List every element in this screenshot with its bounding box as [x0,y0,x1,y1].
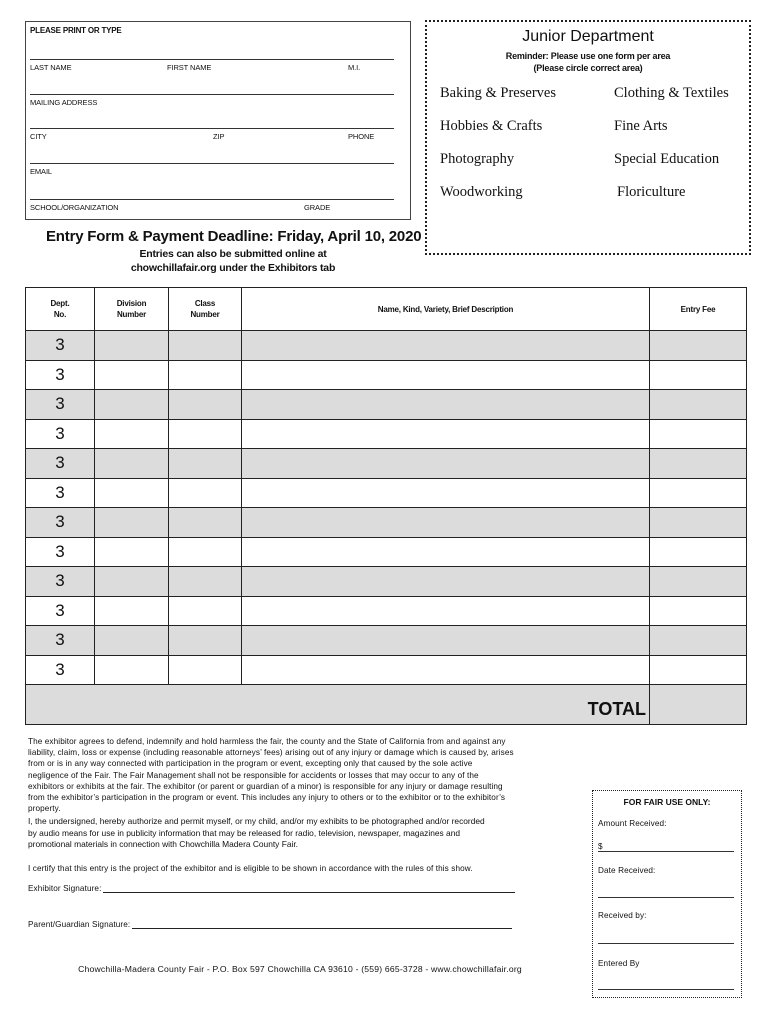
table-row [26,537,747,567]
fee-cell[interactable] [650,419,747,449]
table-row [26,478,747,508]
fair-use-box [592,790,742,998]
table-row [26,508,747,538]
description-cell[interactable] [242,360,650,390]
print-or-type-label: PLEASE PRINT OR TYPE [30,26,122,35]
table-row [26,626,747,656]
phone-label: PHONE [348,132,375,141]
description-cell[interactable] [242,390,650,420]
photo-consent-paragraph: I, the undersigned, hereby authorize and permit myself, or my child, and/or my exhibits to be photographed and/or recorded by audio means for use in publicity information that may be released for radio, television, newspaper, magazines and promotional materials in connection with Chowchilla Madera County Fair. [28,816,485,849]
table-row [26,360,747,390]
fee-cell[interactable] [650,508,747,538]
area-baking-preserves[interactable]: Baking & Preserves [440,85,556,101]
table-row [26,390,747,420]
city-label: CITY [30,132,47,141]
applicant-info-box [25,21,411,220]
area-floriculture[interactable]: Floriculture [617,184,686,200]
class-cell[interactable] [169,655,242,685]
dept-cell: 3 [26,419,95,449]
class-cell[interactable] [169,331,242,361]
division-cell[interactable] [95,390,169,420]
area-hobbies-crafts[interactable]: Hobbies & Crafts [440,118,543,134]
class-number-header: Class Number [169,288,242,331]
dept-cell: 3 [26,331,95,361]
amount-received-line[interactable] [598,851,734,852]
class-cell[interactable] [169,419,242,449]
dept-no-header: Dept. No. [26,288,95,331]
description-cell[interactable] [242,508,650,538]
email-label: EMAIL [30,167,53,176]
description-cell[interactable] [242,655,650,685]
dept-cell: 3 [26,478,95,508]
entered-by-line[interactable] [598,989,734,990]
received-by-line[interactable] [598,943,734,944]
fee-cell[interactable] [650,449,747,479]
table-row [26,567,747,597]
division-cell[interactable] [95,331,169,361]
city-line[interactable] [30,128,394,129]
dept-cell: 3 [26,537,95,567]
fee-cell[interactable] [650,537,747,567]
fee-cell[interactable] [650,360,747,390]
last-name-label: LAST NAME [30,63,72,72]
amount-received-label: Amount Received: [598,819,667,828]
description-cell[interactable] [242,478,650,508]
total-label: TOTAL [26,685,650,725]
description-header: Name, Kind, Variety, Brief Description [242,288,650,331]
division-cell[interactable] [95,596,169,626]
division-cell[interactable] [95,360,169,390]
dept-cell: 3 [26,449,95,479]
class-cell[interactable] [169,567,242,597]
parent-signature-line[interactable] [132,920,512,929]
division-cell[interactable] [95,508,169,538]
division-cell[interactable] [95,567,169,597]
table-row [26,419,747,449]
table-row [26,655,747,685]
exhibitor-signature-label: Exhibitor Signature: [28,884,102,893]
circle-area-text: (Please circle correct area) [533,63,643,73]
deadline-title: Entry Form & Payment Deadline: Friday, April 10, 2020 [46,228,422,245]
exhibitor-signature-line[interactable] [103,884,515,893]
description-cell[interactable] [242,331,650,361]
fee-cell[interactable] [650,626,747,656]
address-line[interactable] [30,94,394,95]
total-fee-cell[interactable] [650,685,747,725]
school-line[interactable] [30,199,394,200]
table-row [26,331,747,361]
footer-contact: Chowchilla-Madera County Fair - P.O. Box 597 Chowchilla CA 93610 - (559) 665-3728 - www.chowchillafair.org [78,964,522,974]
area-woodworking[interactable]: Woodworking [440,184,523,200]
exhibitor-signature-row [28,884,515,893]
area-special-education[interactable]: Special Education [614,151,720,167]
received-by-label: Received by: [598,911,647,920]
zip-label: ZIP [213,132,225,141]
dept-cell: 3 [26,567,95,597]
dept-cell: 3 [26,655,95,685]
class-cell[interactable] [169,449,242,479]
division-cell[interactable] [95,478,169,508]
class-cell[interactable] [169,478,242,508]
name-line[interactable] [30,59,394,60]
table-row [26,596,747,626]
fee-cell[interactable] [650,478,747,508]
class-cell[interactable] [169,508,242,538]
dept-cell: 3 [26,596,95,626]
table-header-row [26,288,747,331]
dept-cell: 3 [26,508,95,538]
area-clothing-textiles[interactable]: Clothing & Textiles [614,85,729,101]
description-cell[interactable] [242,567,650,597]
first-name-label: FIRST NAME [167,63,212,72]
email-line[interactable] [30,163,394,164]
entered-by-label: Entered By [598,959,640,968]
class-cell[interactable] [169,626,242,656]
division-cell[interactable] [95,419,169,449]
table-row [26,449,747,479]
description-cell[interactable] [242,626,650,656]
fair-use-title: FOR FAIR USE ONLY: [623,797,711,807]
junior-department-title: Junior Department [522,28,654,45]
reminder-text: Reminder: Please use one form per area [505,51,671,61]
dept-cell: 3 [26,626,95,656]
dept-cell: 3 [26,390,95,420]
fee-cell[interactable] [650,390,747,420]
dollar-sign: $ [598,842,603,851]
area-fine-arts[interactable]: Fine Arts [614,118,668,134]
grade-label: GRADE [304,203,331,212]
class-cell[interactable] [169,360,242,390]
school-label: SCHOOL/ORGANIZATION [30,203,119,212]
fee-cell[interactable] [650,331,747,361]
fee-cell[interactable] [650,655,747,685]
mi-label: M.I. [348,63,361,72]
division-number-header: Division Number [95,288,169,331]
fee-cell[interactable] [650,567,747,597]
class-cell[interactable] [169,537,242,567]
description-cell[interactable] [242,537,650,567]
division-cell[interactable] [95,449,169,479]
total-row [26,685,747,725]
parent-signature-row [28,920,512,929]
description-cell[interactable] [242,419,650,449]
division-cell[interactable] [95,655,169,685]
description-cell[interactable] [242,449,650,479]
parent-signature-label: Parent/Guardian Signature: [28,920,131,929]
date-received-label: Date Received: [598,866,656,875]
indemnity-paragraph: The exhibitor agrees to defend, indemnify and hold harmless the fair, the county and the State of California from and against any liability, claim, loss or expense (including reasonable attorneys’ fees) arising out of any injury or damage which is caused by, arises from or is in any way connected with participation in the program or event, excepting only that caused by the sole active negligence of the Fair. The Fair Management shall not be responsible for accidents or losses that may occur to any of the exhibitors or exhibits at the fair. The exhibitor (or parent or guardian of a minor) is responsible for any injury or damage resulting from the exhibitor’s participation in the program or event. This includes any injury to others or to the exhibitor or to the exhibitor’s property. [28,737,514,814]
division-cell[interactable] [95,537,169,567]
division-cell[interactable] [95,626,169,656]
area-photography[interactable]: Photography [440,151,515,167]
junior-department-box [425,20,751,255]
fee-cell[interactable] [650,596,747,626]
description-cell[interactable] [242,596,650,626]
certify-statement: I certify that this entry is the project of the exhibitor and is eligible to be shown in accordance with the rules of this show. [28,864,473,873]
date-received-line[interactable] [598,897,734,898]
entry-fee-header: Entry Fee [650,288,747,331]
mailing-address-label: MAILING ADDRESS [30,98,98,107]
online-entry-note-1: Entries can also be submitted online at [139,248,327,260]
class-cell[interactable] [169,390,242,420]
online-entry-note-2: chowchillafair.org under the Exhibitors tab [130,262,336,274]
dept-cell: 3 [26,360,95,390]
class-cell[interactable] [169,596,242,626]
entry-table [25,287,747,725]
